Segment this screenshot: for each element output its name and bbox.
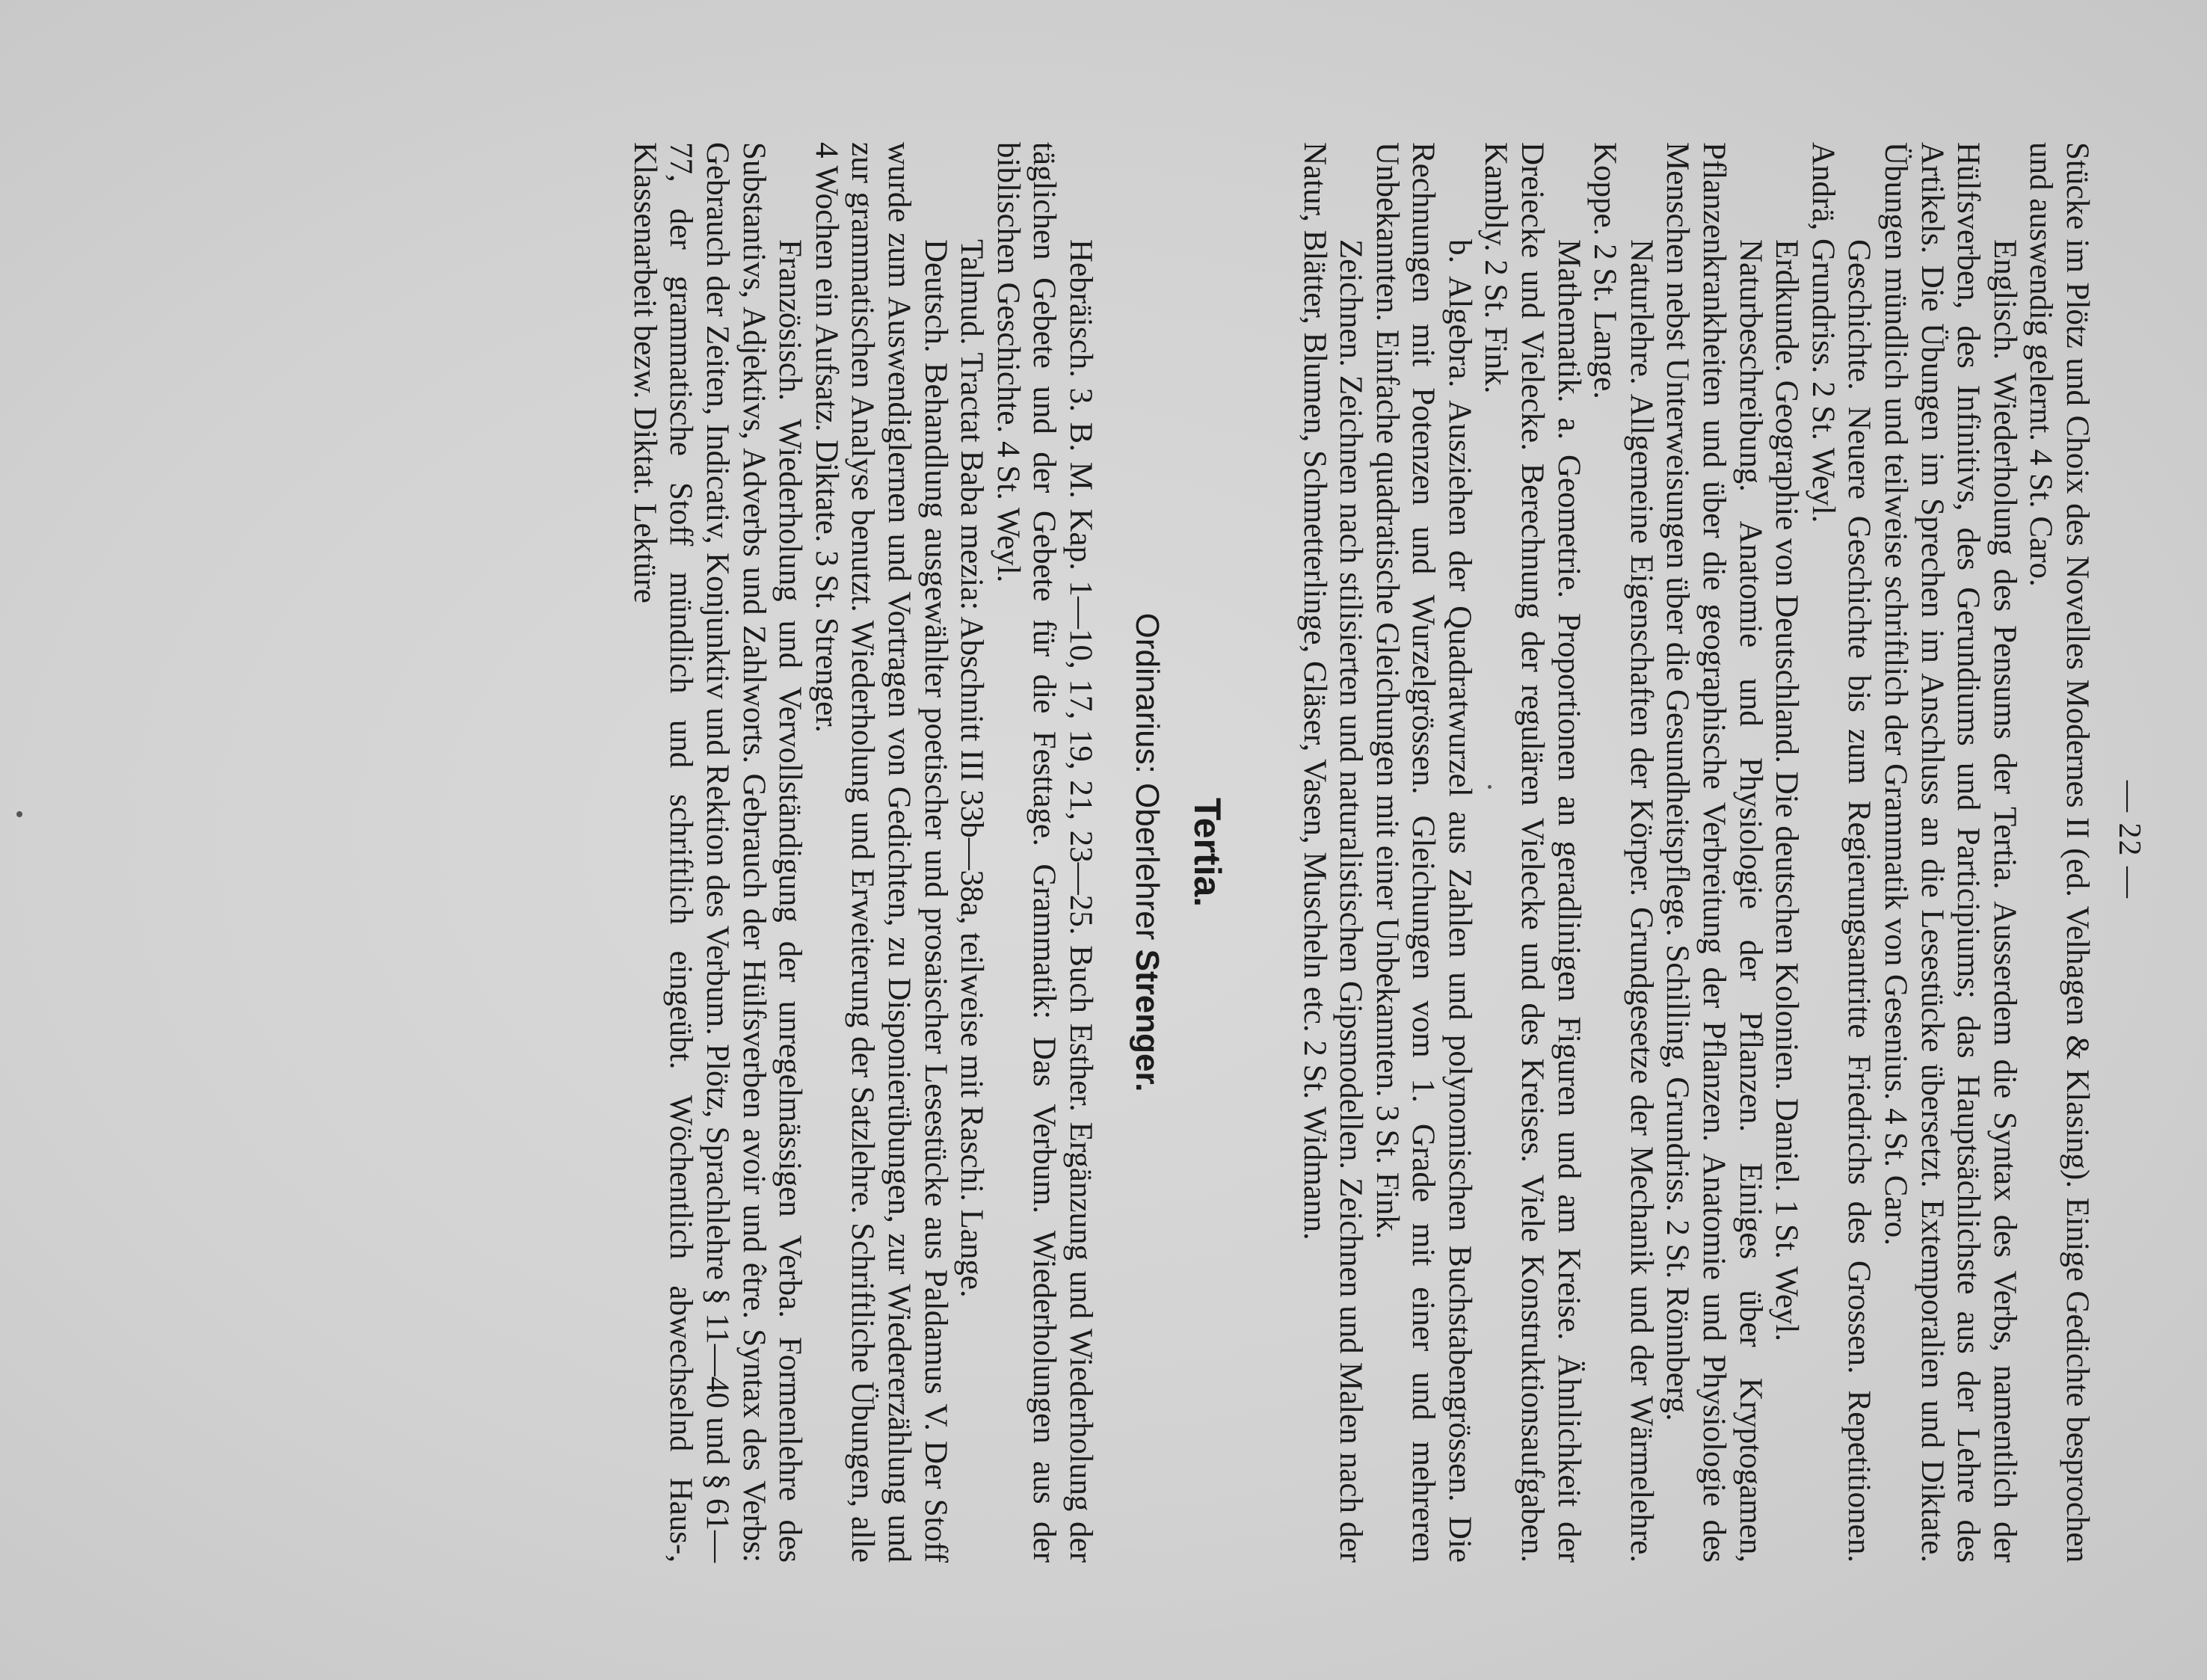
paragraph-englisch: Englisch. Wiederholung des Pensums der Tertia. Ausserdem die Syntax des Verbs, namentlich der Hülfsverben, des Infinitivs, des Gerundiums und Participiums; das Hauptsächlichste aus der Lehre des Artikels. Die Übungen im Sprechen im Anschluss an die Lesestücke übersetzt. Extemporalien und Diktate. Übungen mündlich und teilweise schriftlich der Grammatik von Gesenius. 4 St. Caro. bbox=[1878, 142, 2022, 1563]
paragraph-erdkunde: Erdkunde. Geographie von Deutschland. Die deutschen Kolonien. Daniel. 1 St. Weyl. bbox=[1769, 239, 1805, 1342]
section-heading: Tertia. bbox=[1186, 797, 1228, 908]
paragraph-geschichte: Geschichte. Neuere Geschichte bis zum Regierungsantritte Friedrichs des Grossen. Repetitionen. Andrä, Grundriss. 2 St. Weyl. bbox=[1805, 142, 1877, 1563]
paper-speck bbox=[16, 811, 22, 817]
ordinarius-name: Strenger. bbox=[1128, 949, 1166, 1092]
paragraph-hebraeisch: Hebräisch. 3. B. M. Kap. 1—10, 17, 19, 21, 23—25. Buch Esther. Ergänzung und Wiederholung der täglichen Gebete und der Gebete für die Festtage. Grammatik: Das Verbum. Wiederholungen aus der biblischen Geschichte. 4 St. Weyl. bbox=[990, 142, 1098, 1563]
ordinarius-label: Ordinarius: Oberlehrer bbox=[1128, 612, 1166, 941]
paragraph-talmud: Talmud. Tractat Baba mezia: Abschnitt III 33b—38a, teilweise mit Raschi. Lange. bbox=[954, 239, 990, 1298]
paragraph-algebra: b. Algebra. Ausziehen der Quadratwurzel aus Zahlen und polynomischen Buchstabengrössen. Die Rechnungen mit Potenzen und Wurzelgrössen. Gleichungen vom 1. Grade mit einer und mehreren Unbekannten. Einfache quadratische Gleichungen mit einer Unbekannten. 3 St. Fink. bbox=[1369, 142, 1477, 1563]
page-number: — 22 — bbox=[2112, 781, 2146, 899]
paragraph: Stücke im Plötz und Choix des Novelles Modernes II (ed. Velhagen & Klasing). Einige Gedichte besprochen und auswendig gelernt. 4 St. Caro. bbox=[2023, 142, 2095, 1563]
paper-speck bbox=[1488, 785, 1492, 789]
page-text bbox=[626, 142, 2095, 1563]
paragraph-naturbeschreibung: Naturbeschreibung. Anatomie und Physiologie der Pflanzen. Einiges über Kryptogamen, Pflanzenkrankheiten und über die geographische Verbreitung der Pflanzen. Anatomie und Physiologie des Menschen nebst Unterweisungen über die Gesundheitspflege. Schilling, Grundriss. 2 St. Rönnberg. bbox=[1660, 142, 1768, 1563]
paragraph-naturlehre: Naturlehre. Allgemeine Eigenschaften der Körper. Grundgesetze der Mechanik und der Wärmelehre. Koppe. 2 St. Lange. bbox=[1587, 142, 1659, 1563]
ordinarius-line bbox=[1128, 142, 1166, 1563]
paragraph-mathematik: Mathematik. a. Geometrie. Proportionen an geradlinigen Figuren und am Kreise. Ähnlichkeit der Dreiecke und Vielecke. Berechnung der regulären Vielecke und des Kreises. Viele Konstruktionsaufgaben. Kambly. 2 St. Fink. bbox=[1478, 142, 1586, 1563]
paragraph-franzoesisch: Französisch. Wiederholung und Vervollständigung der unregelmässigen Verba. Formenlehre des Substantivs, Adjektivs, Adverbs und Zahlworts. Gebrauch der Hülfsverben avoir und être. Syntax des Verbs: Gebrauch der Zeiten, Indicativ, Konjunktiv und Rektion des Verbum. Plötz, Sprachlehre § 11—40 und § 61—77, der grammatische Stoff mündlich und schriftlich eingeübt. Wöchentlich abwechselnd Haus-, Klassenarbeit bezw. Diktat. Lektüre bbox=[627, 142, 808, 1563]
paragraph-deutsch: Deutsch. Behandlung ausgewählter poetischer und prosaischer Lesestücke aus Paldamus V. Der Stoff wurde zum Auswendiglernen und Vortragen von Gedichten, zu Disponierübungen, zur Wiedererzählung und zur grammatischen Analyse benutzt. Wiederholung und Erweiterung der Satzlehre. Schriftliche Übungen, alle 4 Wochen ein Aufsatz. Diktate. 3 St. Strenger. bbox=[808, 142, 953, 1563]
paragraph-zeichnen: Zeichnen. Zeichnen nach stilisierten und naturalistischen Gipsmodellen. Zeichnen und Malen nach der Natur, Blätter, Blumen, Schmetterlinge, Gläser, Vasen, Muscheln etc. 2 St. Widmann. bbox=[1296, 142, 1369, 1563]
